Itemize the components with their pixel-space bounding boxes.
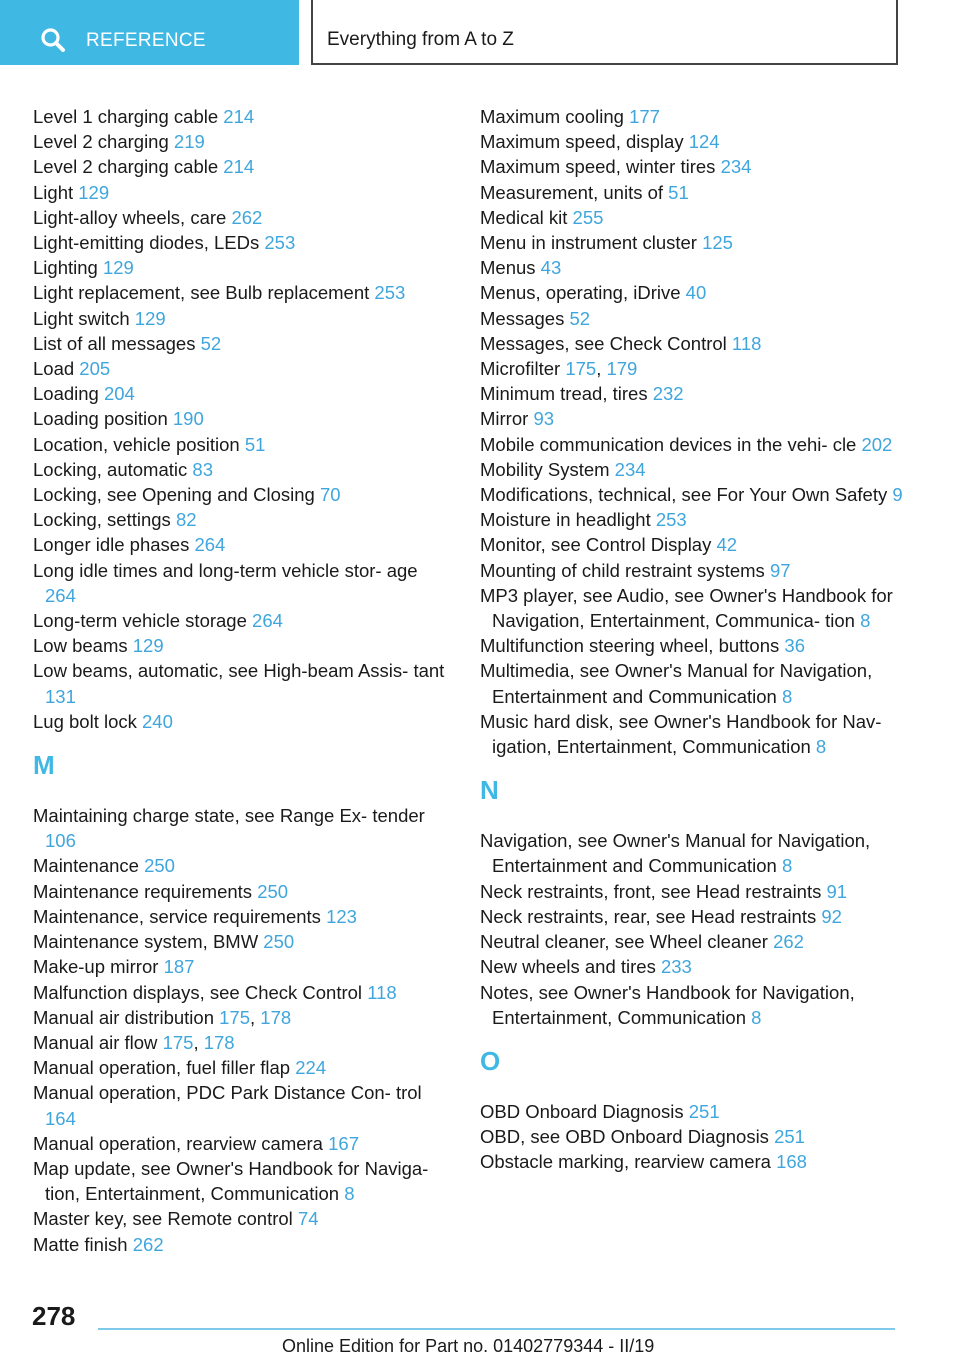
index-entry [33,929,445,954]
index-entry [480,1124,920,1149]
index-entry-term: Maintenance system, BMW [33,931,259,953]
index-entry [33,1030,445,1055]
index-entry-term: Maintenance [33,855,139,877]
page-ref-link[interactable]: 253 [374,282,406,304]
index-entry-term: Long-term vehicle storage [33,610,247,632]
page-ref-link[interactable]: 251 [774,1126,805,1148]
page-ref-link[interactable]: 51 [244,433,266,455]
page-ref-link[interactable]: 8 [782,855,793,877]
section-tab[interactable] [0,0,299,65]
index-letter-heading: M [33,750,55,781]
index-entry-term: Obstacle marking, rearview camera [480,1151,771,1173]
index-entry [33,954,445,979]
index-entry-term: Light switch [33,307,130,329]
index-entry [480,381,920,406]
index-entry [480,129,920,154]
index-entry [33,1131,445,1156]
index-entry-term: Measurement, units of [480,181,664,203]
index-entry [480,205,920,230]
page-ref-link[interactable]: 178 [260,1006,292,1028]
index-entry [33,658,445,708]
chapter-header [311,0,898,65]
page-ref-link[interactable]: 83 [192,458,213,480]
page-number: 278 [32,1301,76,1331]
page-ref-link[interactable]: 264 [45,584,76,606]
index-entry [480,507,920,532]
index-entry [33,558,445,608]
page-ref-link[interactable]: 36 [784,635,805,657]
index-column-right [480,104,920,1175]
index-entry [480,879,920,904]
index-entry-term: Menu in instrument cluster [480,232,697,254]
index-entry-term: Locking, settings [33,509,171,531]
page-ref-link[interactable]: 205 [79,358,111,380]
page-ref-link[interactable]: 74 [297,1208,319,1230]
page-ref-link[interactable]: 262 [773,931,804,953]
index-entry-term: Maximum cooling [480,106,624,127]
page-separator: , [250,1006,256,1028]
page-ref-link[interactable]: 167 [328,1132,359,1154]
page-ref-link[interactable]: 214 [223,106,255,127]
page-ref-link[interactable]: 125 [702,232,733,254]
page-ref-link[interactable]: 232 [652,383,684,405]
page-ref-link[interactable]: 234 [614,458,646,480]
page-ref-link[interactable]: 70 [319,484,341,506]
page-ref-link[interactable]: 129 [78,181,110,203]
index-entry-term: Maintenance requirements [33,880,253,902]
index-entry-term: Mobile communication devices in the vehi‐ cle [480,433,857,455]
index-entry [33,1080,445,1130]
index-entry-term: Longer idle phases [33,534,190,556]
page-ref-link[interactable]: 204 [103,383,135,405]
page-ref-link[interactable]: 9 [892,484,903,506]
index-entry-term: Location, vehicle position [33,433,240,455]
index-entry-term: Loading position [33,408,168,430]
index-entry [33,507,445,532]
page-ref-link[interactable]: 175 [565,358,597,380]
index-entry-term: Lug bolt lock [33,710,137,732]
index-entry [33,709,445,734]
index-entry [480,356,920,381]
index-entry [33,180,445,205]
page-ref-link[interactable]: 179 [606,358,638,380]
page-ref-link[interactable]: 177 [629,106,660,127]
index-entry-term: OBD Onboard Diagnosis [480,1100,684,1122]
index-entry [480,980,920,1030]
index-entry [33,406,445,431]
page-ref-link[interactable]: 129 [134,307,166,329]
page-ref-link[interactable]: 264 [252,610,283,632]
index-entry [480,280,920,305]
index-entry [33,904,445,929]
index-entry [480,457,920,482]
page-ref-link[interactable]: 214 [223,156,255,178]
index-entry-term: Level 2 charging cable [33,156,219,178]
index-entry-term: Maximum speed, winter tires [480,156,716,178]
footer-edition: Online Edition for Part no. 01402779344 - II/19 [282,1336,655,1356]
index-entry-term: Map update, see Owner's Handbook for Naviga‐ tion, Entertainment, Communication [33,1157,429,1205]
index-entry [33,104,445,129]
index-entry [480,306,920,331]
index-entry-term: Maintaining charge state, see Range Ex‐ tender [33,805,425,827]
index-entry-term: Maintenance, service requirements [33,905,321,927]
page-ref-link[interactable]: 8 [782,685,793,707]
index-entry [33,306,445,331]
section-label: REFERENCE [86,30,206,51]
search-icon [40,27,66,53]
index-entry-term: Neutral cleaner, see Wheel cleaner [480,931,768,953]
index-entry [480,828,920,878]
page-separator: , [193,1031,199,1053]
index-entry-term: Light-alloy wheels, care [33,206,227,228]
index-entry [480,904,920,929]
index-entry [480,1099,920,1124]
index-entry [480,331,920,356]
index-entry-term: Lighting [33,257,98,279]
page-ref-link[interactable]: 43 [540,257,562,279]
index-entry-term: Light [33,181,74,203]
index-entry-term: Manual operation, fuel filler flap [33,1057,291,1079]
index-entry [480,406,920,431]
index-entry-term: Make-up mirror [33,956,159,978]
page-ref-link[interactable]: 175 [162,1031,194,1053]
index-entry-term: Master key, see Remote control [33,1208,293,1230]
index-entry-term: Music hard disk, see Owner's Handbook for Nav‐ igation, Entertainment, Communication [480,710,882,758]
index-entry-term: Light-emitting diodes, LEDs [33,232,260,254]
index-entry [33,1206,445,1231]
index-entry [480,482,920,507]
index-entry [33,432,445,457]
index-entry [33,1055,445,1080]
index-entry-term: Microfilter [480,358,561,380]
index-letter-heading: N [480,775,499,806]
index-entry [33,457,445,482]
index-entry-term: Neck restraints, rear, see Head restraints [480,905,817,927]
index-entry [480,154,920,179]
page-ref-link[interactable]: 175 [219,1006,250,1028]
page-ref-link[interactable]: 8 [751,1006,762,1028]
index-entry [33,255,445,280]
page-ref-link[interactable]: 129 [102,257,134,279]
index-entry [480,230,920,255]
page-ref-link[interactable]: 262 [132,1233,164,1255]
page-ref-link[interactable]: 131 [45,685,76,707]
page-separator: , [596,358,602,380]
index-entry [33,1232,445,1257]
index-entry-term: Loading [33,383,99,405]
index-entry [33,803,445,853]
page-ref-link[interactable]: 250 [263,931,295,953]
index-entry-term: Manual air flow [33,1031,158,1053]
index-entry [33,633,445,658]
index-entry-term: Medical kit [480,206,568,228]
index-entry [33,879,445,904]
index-entry [33,1156,445,1206]
index-entry-term: List of all messages [33,332,196,354]
index-entry [33,205,445,230]
page-ref-link[interactable]: 253 [655,509,687,531]
index-entry [33,482,445,507]
page-ref-link[interactable]: 168 [776,1151,807,1173]
page-ref-link[interactable]: 93 [533,408,555,430]
index-entry-term: Modifications, technical, see For Your Own Safety [480,484,888,506]
chapter-title: Everything from A to Z [327,29,514,50]
page-ref-link[interactable]: 40 [685,282,707,304]
page-ref-link[interactable]: 219 [173,131,205,153]
index-entry [480,104,920,129]
page-ref-link[interactable]: 264 [194,534,226,556]
index-entry [480,532,920,557]
page-ref-link[interactable]: 164 [45,1107,76,1129]
index-entry [33,280,445,305]
page-ref-link[interactable]: 187 [163,956,195,978]
page-ref-link[interactable]: 42 [716,534,738,556]
index-entry-term: Neck restraints, front, see Head restraints [480,880,822,902]
index-entry-term: Multifunction steering wheel, buttons [480,635,780,657]
index-entry-term: Low beams [33,635,128,657]
index-entry [480,709,920,759]
index-entry-term: Light replacement, see Bulb replacement [33,282,370,304]
index-entry [480,558,920,583]
index-entry-term: Manual operation, PDC Park Distance Con‐ trol [33,1082,422,1104]
index-entry [480,583,920,633]
index-entry [480,180,920,205]
index-entry-term: Minimum tread, tires [480,383,648,405]
index-letter-heading: O [480,1045,501,1076]
index-entry [33,1005,445,1030]
index-entry [33,154,445,179]
index-entry-term: Long idle times and long-term vehicle stor‐ age [33,559,418,581]
index-entry-term: Menus, operating, iDrive [480,282,681,304]
page-ref-link[interactable]: 51 [668,181,689,203]
index-entry [33,230,445,255]
page-ref-link[interactable]: 262 [231,206,263,228]
page-ref-link[interactable]: 52 [200,332,222,354]
index-entry [33,129,445,154]
index-entry-term: Malfunction displays, see Check Control [33,981,363,1003]
index-entry [480,658,920,708]
index-entry [480,1149,920,1174]
index-entry [480,633,920,658]
index-entry-term: Mirror [480,408,529,430]
index-entry [33,356,445,381]
page-ref-link[interactable]: 82 [175,509,197,531]
page-ref-link[interactable]: 8 [344,1183,355,1205]
page-ref-link[interactable]: 224 [295,1057,327,1079]
index-entry-term: MP3 player, see Audio, see Owner's Handbook for Navigation, Entertainment, Communica‐ tion [480,584,893,632]
footer-divider [98,1328,895,1330]
page-ref-link[interactable]: 8 [815,736,827,758]
page-ref-link[interactable]: 8 [860,610,871,632]
index-entry [33,381,445,406]
index-entry-term: Load [33,358,75,380]
index-entry-term: Notes, see Owner's Handbook for Navigation, Entertainment, Communication [480,981,855,1028]
page-ref-link[interactable]: 233 [660,956,692,978]
index-entry [33,853,445,878]
page-ref-link[interactable]: 178 [203,1031,235,1053]
index-entry-term: Maximum speed, display [480,131,684,153]
index-entry-term: Multimedia, see Owner's Manual for Navigation, Entertainment and Communication [480,660,873,707]
index-entry-term: Manual air distribution [33,1006,214,1028]
index-entry-term: Locking, see Opening and Closing [33,484,315,506]
index-entry [33,532,445,557]
index-entry-term: Manual operation, rearview camera [33,1132,323,1154]
page-ref-link[interactable]: 250 [144,855,175,877]
index-entry-term: Moisture in headlight [480,509,651,531]
page-ref-link[interactable]: 92 [821,905,842,927]
page-ref-link[interactable]: 190 [172,408,204,430]
page-ref-link[interactable]: 234 [720,156,752,178]
index-entry-term: Mobility System [480,458,610,480]
page-ref-link[interactable]: 118 [367,981,397,1003]
index-entry-term: Low beams, automatic, see High-beam Assis‐ tant [33,660,445,682]
page-ref-link[interactable]: 118 [731,332,762,354]
page-ref-link[interactable]: 124 [688,131,720,153]
page-ref-link[interactable]: 91 [826,880,848,902]
page-ref-link[interactable]: 253 [264,232,296,254]
index-entry-term: New wheels and tires [480,956,656,978]
index-entry-term: Menus [480,257,536,279]
page-ref-link[interactable]: 255 [572,206,604,228]
page-ref-link[interactable]: 240 [142,710,173,732]
index-entry-term: Messages [480,307,565,329]
index-column-left [33,104,445,1257]
page-ref-link[interactable]: 129 [132,635,164,657]
index-entry-term: Monitor, see Control Display [480,534,712,556]
index-entry-term: Messages, see Check Control [480,332,727,354]
page-ref-link[interactable]: 202 [861,433,893,455]
index-entry [33,331,445,356]
index-entry [33,980,445,1005]
index-entry-term: Navigation, see Owner's Manual for Navigation, Entertainment and Communication [480,830,871,877]
index-entry [480,432,920,457]
page-ref-link[interactable]: 97 [769,559,791,581]
index-entry-term: Matte finish [33,1233,128,1255]
index-entry-term: Mounting of child restraint systems [480,559,765,581]
page-ref-link[interactable]: 251 [688,1100,720,1122]
index-entry [480,255,920,280]
index-entry-term: Locking, automatic [33,458,188,480]
index-entry-term: Level 1 charging cable [33,106,219,127]
index-entry-term: Level 2 charging [33,131,169,153]
index-entry-term: OBD, see OBD Onboard Diagnosis [480,1126,769,1148]
index-entry [480,954,920,979]
index-entry [33,608,445,633]
index-entry [480,929,920,954]
page-ref-link[interactable]: 52 [569,307,591,329]
page-ref-link[interactable]: 250 [257,880,289,902]
page-ref-link[interactable]: 106 [45,830,76,852]
page-ref-link[interactable]: 123 [326,905,357,927]
